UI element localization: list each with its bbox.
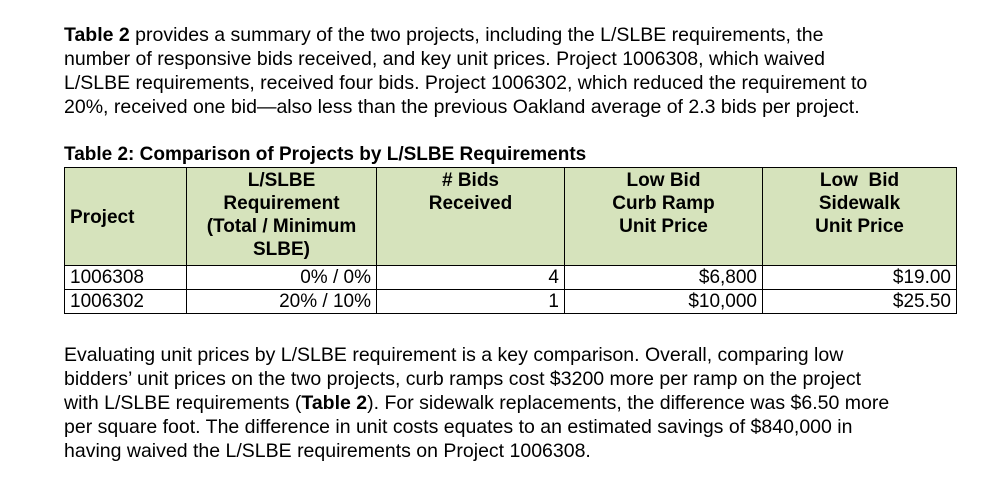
intro-line-3: L/SLBE requirements, received four bids. Project 1006302, which reduced the requirement to xyxy=(64,72,868,94)
intro-line-1-text: provides a summary of the two projects, including the L/SLBE requirements, the xyxy=(129,24,824,46)
evaluation-paragraph xyxy=(64,343,964,463)
cell-project: 1006308 xyxy=(65,266,187,290)
table-reference: Table 2 xyxy=(64,24,130,46)
header-curb-line-1: Low Bid xyxy=(626,170,701,191)
header-requirement-line-1: L/SLBE xyxy=(247,170,316,191)
header-requirement-line-3: (Total / Minimum xyxy=(206,216,357,237)
header-curb-line-3: Unit Price xyxy=(619,216,708,237)
table-reference: Table 2 xyxy=(301,392,368,414)
cell-sidewalk-price: $19.00 xyxy=(763,266,957,290)
header-requirement-line-2: Requirement xyxy=(223,193,340,214)
header-sidewalk-line-3: Unit Price xyxy=(815,216,904,237)
evaluation-line-3-end: ). For sidewalk replacements, the difference was $6.50 more xyxy=(367,392,890,414)
table-caption: Table 2: Comparison of Projects by L/SLBE Requirements xyxy=(64,144,587,165)
cell-bids: 1 xyxy=(377,290,565,314)
header-sidewalk-line-2: Sidewalk xyxy=(818,193,901,214)
cell-bids: 4 xyxy=(377,266,565,290)
table-header-row xyxy=(65,168,957,266)
header-sidewalk-line-1: Low Bid xyxy=(819,170,900,191)
intro-line-1 xyxy=(64,23,964,47)
header-curb-ramp xyxy=(565,168,763,266)
intro-line-2: number of responsive bids received, and key unit prices. Project 1006308, which waived xyxy=(64,48,825,70)
header-bids-line-1: # Bids xyxy=(441,170,500,191)
table-row xyxy=(65,290,957,314)
evaluation-line-3 xyxy=(64,391,964,415)
intro-line-4: 20%, received one bid—also less than the previous Oakland average of 2.3 bids per project. xyxy=(64,96,860,118)
evaluation-line-3-start: with L/SLBE requirements ( xyxy=(64,392,302,414)
header-bids-line-2: Received xyxy=(428,193,513,214)
header-bids xyxy=(377,168,565,266)
evaluation-line-1: Evaluating unit prices by L/SLBE requirement is a key comparison. Overall, comparing low xyxy=(64,344,844,366)
intro-paragraph xyxy=(64,23,964,119)
cell-curb-price: $10,000 xyxy=(565,290,763,314)
cell-sidewalk-price: $25.50 xyxy=(763,290,957,314)
header-curb-line-2: Curb Ramp xyxy=(612,193,715,214)
evaluation-line-4: per square foot. The difference in unit costs equates to an estimated savings of $840,000 in xyxy=(64,416,853,438)
header-project: Project xyxy=(65,168,187,266)
cell-curb-price: $6,800 xyxy=(565,266,763,290)
evaluation-line-2: bidders’ unit prices on the two projects, curb ramps cost $3200 more per ramp on the project xyxy=(64,368,862,390)
evaluation-line-5: having waived the L/SLBE requirements on Project 1006308. xyxy=(64,440,591,462)
header-requirement-line-4: SLBE) xyxy=(253,239,310,260)
table-row xyxy=(65,266,957,290)
cell-requirement: 0% / 0% xyxy=(187,266,377,290)
cell-requirement: 20% / 10% xyxy=(187,290,377,314)
cell-project: 1006302 xyxy=(65,290,187,314)
header-sidewalk xyxy=(763,168,957,266)
header-requirement xyxy=(187,168,377,266)
comparison-table xyxy=(64,167,957,314)
